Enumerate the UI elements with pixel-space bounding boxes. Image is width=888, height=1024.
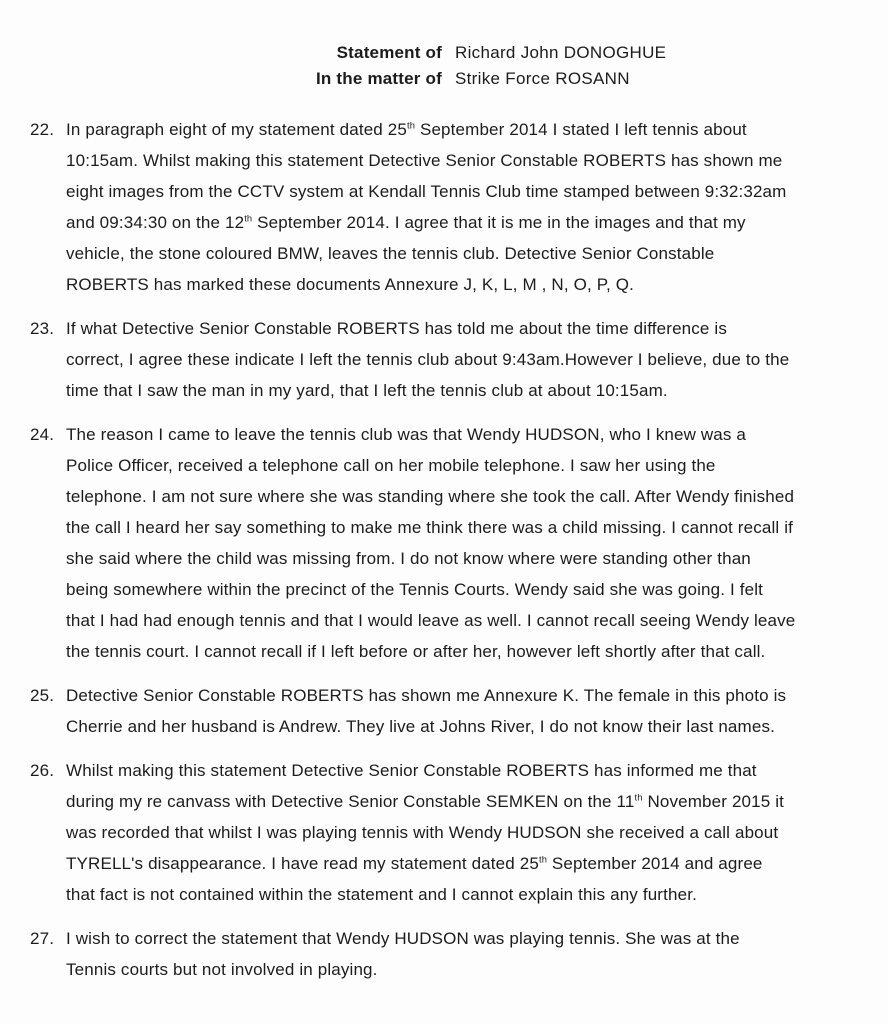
header-row-statement-of bbox=[30, 40, 860, 66]
paragraph-line: time that I saw the man in my yard, that I left the tennis club at about 10:15am. bbox=[66, 381, 668, 400]
paragraph bbox=[30, 680, 860, 742]
paragraph-text bbox=[66, 419, 860, 667]
paragraph-line: TYRELL's disappearance. I have read my statement dated 25th September 2014 and agree bbox=[66, 854, 763, 873]
paragraph-number: 25. bbox=[30, 686, 55, 705]
paragraph-line: If what Detective Senior Constable ROBERTS has told me about the time difference is bbox=[66, 319, 727, 338]
paragraph-line: being somewhere within the precinct of the Tennis Courts. Wendy said she was going. I felt bbox=[66, 580, 764, 599]
paragraph bbox=[30, 114, 860, 300]
statement-of-label: Statement of bbox=[336, 43, 442, 62]
statement-header bbox=[30, 40, 860, 92]
paragraph-line: In paragraph eight of my statement dated 25th September 2014 I stated I left tennis about bbox=[66, 120, 747, 139]
paragraph-line: The reason I came to leave the tennis club was that Wendy HUDSON, who I knew was a bbox=[66, 425, 747, 444]
paragraph-text bbox=[66, 923, 860, 985]
paragraph-line: Cherrie and her husband is Andrew. They live at Johns River, I do not know their last names. bbox=[66, 717, 775, 736]
paragraph-number: 24. bbox=[30, 425, 55, 444]
superscript: th bbox=[538, 854, 548, 865]
paragraph-line: was recorded that whilst I was playing tennis with Wendy HUDSON she received a call about bbox=[66, 823, 779, 842]
paragraph-line: ROBERTS has marked these documents Annexure J, K, L, M , N, O, P, Q. bbox=[66, 275, 634, 294]
paragraph-text bbox=[66, 313, 860, 406]
paragraph-line: Police Officer, received a telephone call on her mobile telephone. I saw her using the bbox=[66, 456, 716, 475]
paragraph-number: 23. bbox=[30, 319, 55, 338]
matter-of-value: Strike Force ROSANN bbox=[455, 69, 630, 88]
header-row-matter-of bbox=[30, 66, 860, 92]
paragraph-line: Tennis courts but not involved in playing. bbox=[66, 960, 378, 979]
superscript: th bbox=[244, 213, 253, 224]
paragraph-line: vehicle, the stone coloured BMW, leaves the tennis club. Detective Senior Constable bbox=[66, 244, 715, 263]
paragraph-line: telephone. I am not sure where she was standing where she took the call. After Wendy finished bbox=[66, 487, 795, 506]
paragraph bbox=[30, 419, 860, 667]
matter-of-label: In the matter of bbox=[316, 69, 442, 88]
superscript: th bbox=[407, 120, 416, 131]
paragraph bbox=[30, 923, 860, 985]
paragraph-line: correct, I agree these indicate I left the tennis club about 9:43am.However I believe, due to the bbox=[66, 350, 790, 369]
paragraph-text bbox=[66, 114, 860, 300]
paragraph-line: and 09:34:30 on the 12th September 2014. I agree that it is me in the images and that my bbox=[66, 213, 746, 232]
paragraph-line: the tennis court. I cannot recall if I left before or after her, however left shortly after that call. bbox=[66, 642, 766, 661]
paragraph-line: eight images from the CCTV system at Kendall Tennis Club time stamped between 9:32:32am bbox=[66, 182, 787, 201]
paragraph-line: I wish to correct the statement that Wendy HUDSON was playing tennis. She was at the bbox=[66, 929, 740, 948]
paragraph-line: during my re canvass with Detective Senior Constable SEMKEN on the 11th November 2015 it bbox=[66, 792, 785, 811]
paragraph-number: 27. bbox=[30, 929, 55, 948]
paragraph-line: she said where the child was missing from. I do not know where were standing other than bbox=[66, 549, 751, 568]
paragraph-line: that fact is not contained within the statement and I cannot explain this any further. bbox=[66, 885, 697, 904]
paragraph bbox=[30, 313, 860, 406]
paragraph-line: Detective Senior Constable ROBERTS has shown me Annexure K. The female in this photo is bbox=[66, 686, 787, 705]
paragraph bbox=[30, 755, 860, 910]
paragraphs bbox=[30, 114, 860, 985]
superscript: th bbox=[634, 792, 643, 803]
paragraph-number: 22. bbox=[30, 120, 55, 139]
paragraph-text bbox=[66, 680, 860, 742]
paragraph-line: Whilst making this statement Detective Senior Constable ROBERTS has informed me that bbox=[66, 761, 757, 780]
statement-of-value: Richard John DONOGHUE bbox=[455, 43, 667, 62]
paragraph-line: the call I heard her say something to make me think there was a child missing. I cannot recall if bbox=[66, 518, 793, 537]
paragraph-text bbox=[66, 755, 860, 910]
paragraph-line: 10:15am. Whilst making this statement Detective Senior Constable ROBERTS has shown me bbox=[66, 151, 783, 170]
paragraph-number: 26. bbox=[30, 761, 55, 780]
paragraph-line: that I had had enough tennis and that I would leave as well. I cannot recall seeing Wendy leave bbox=[66, 611, 796, 630]
